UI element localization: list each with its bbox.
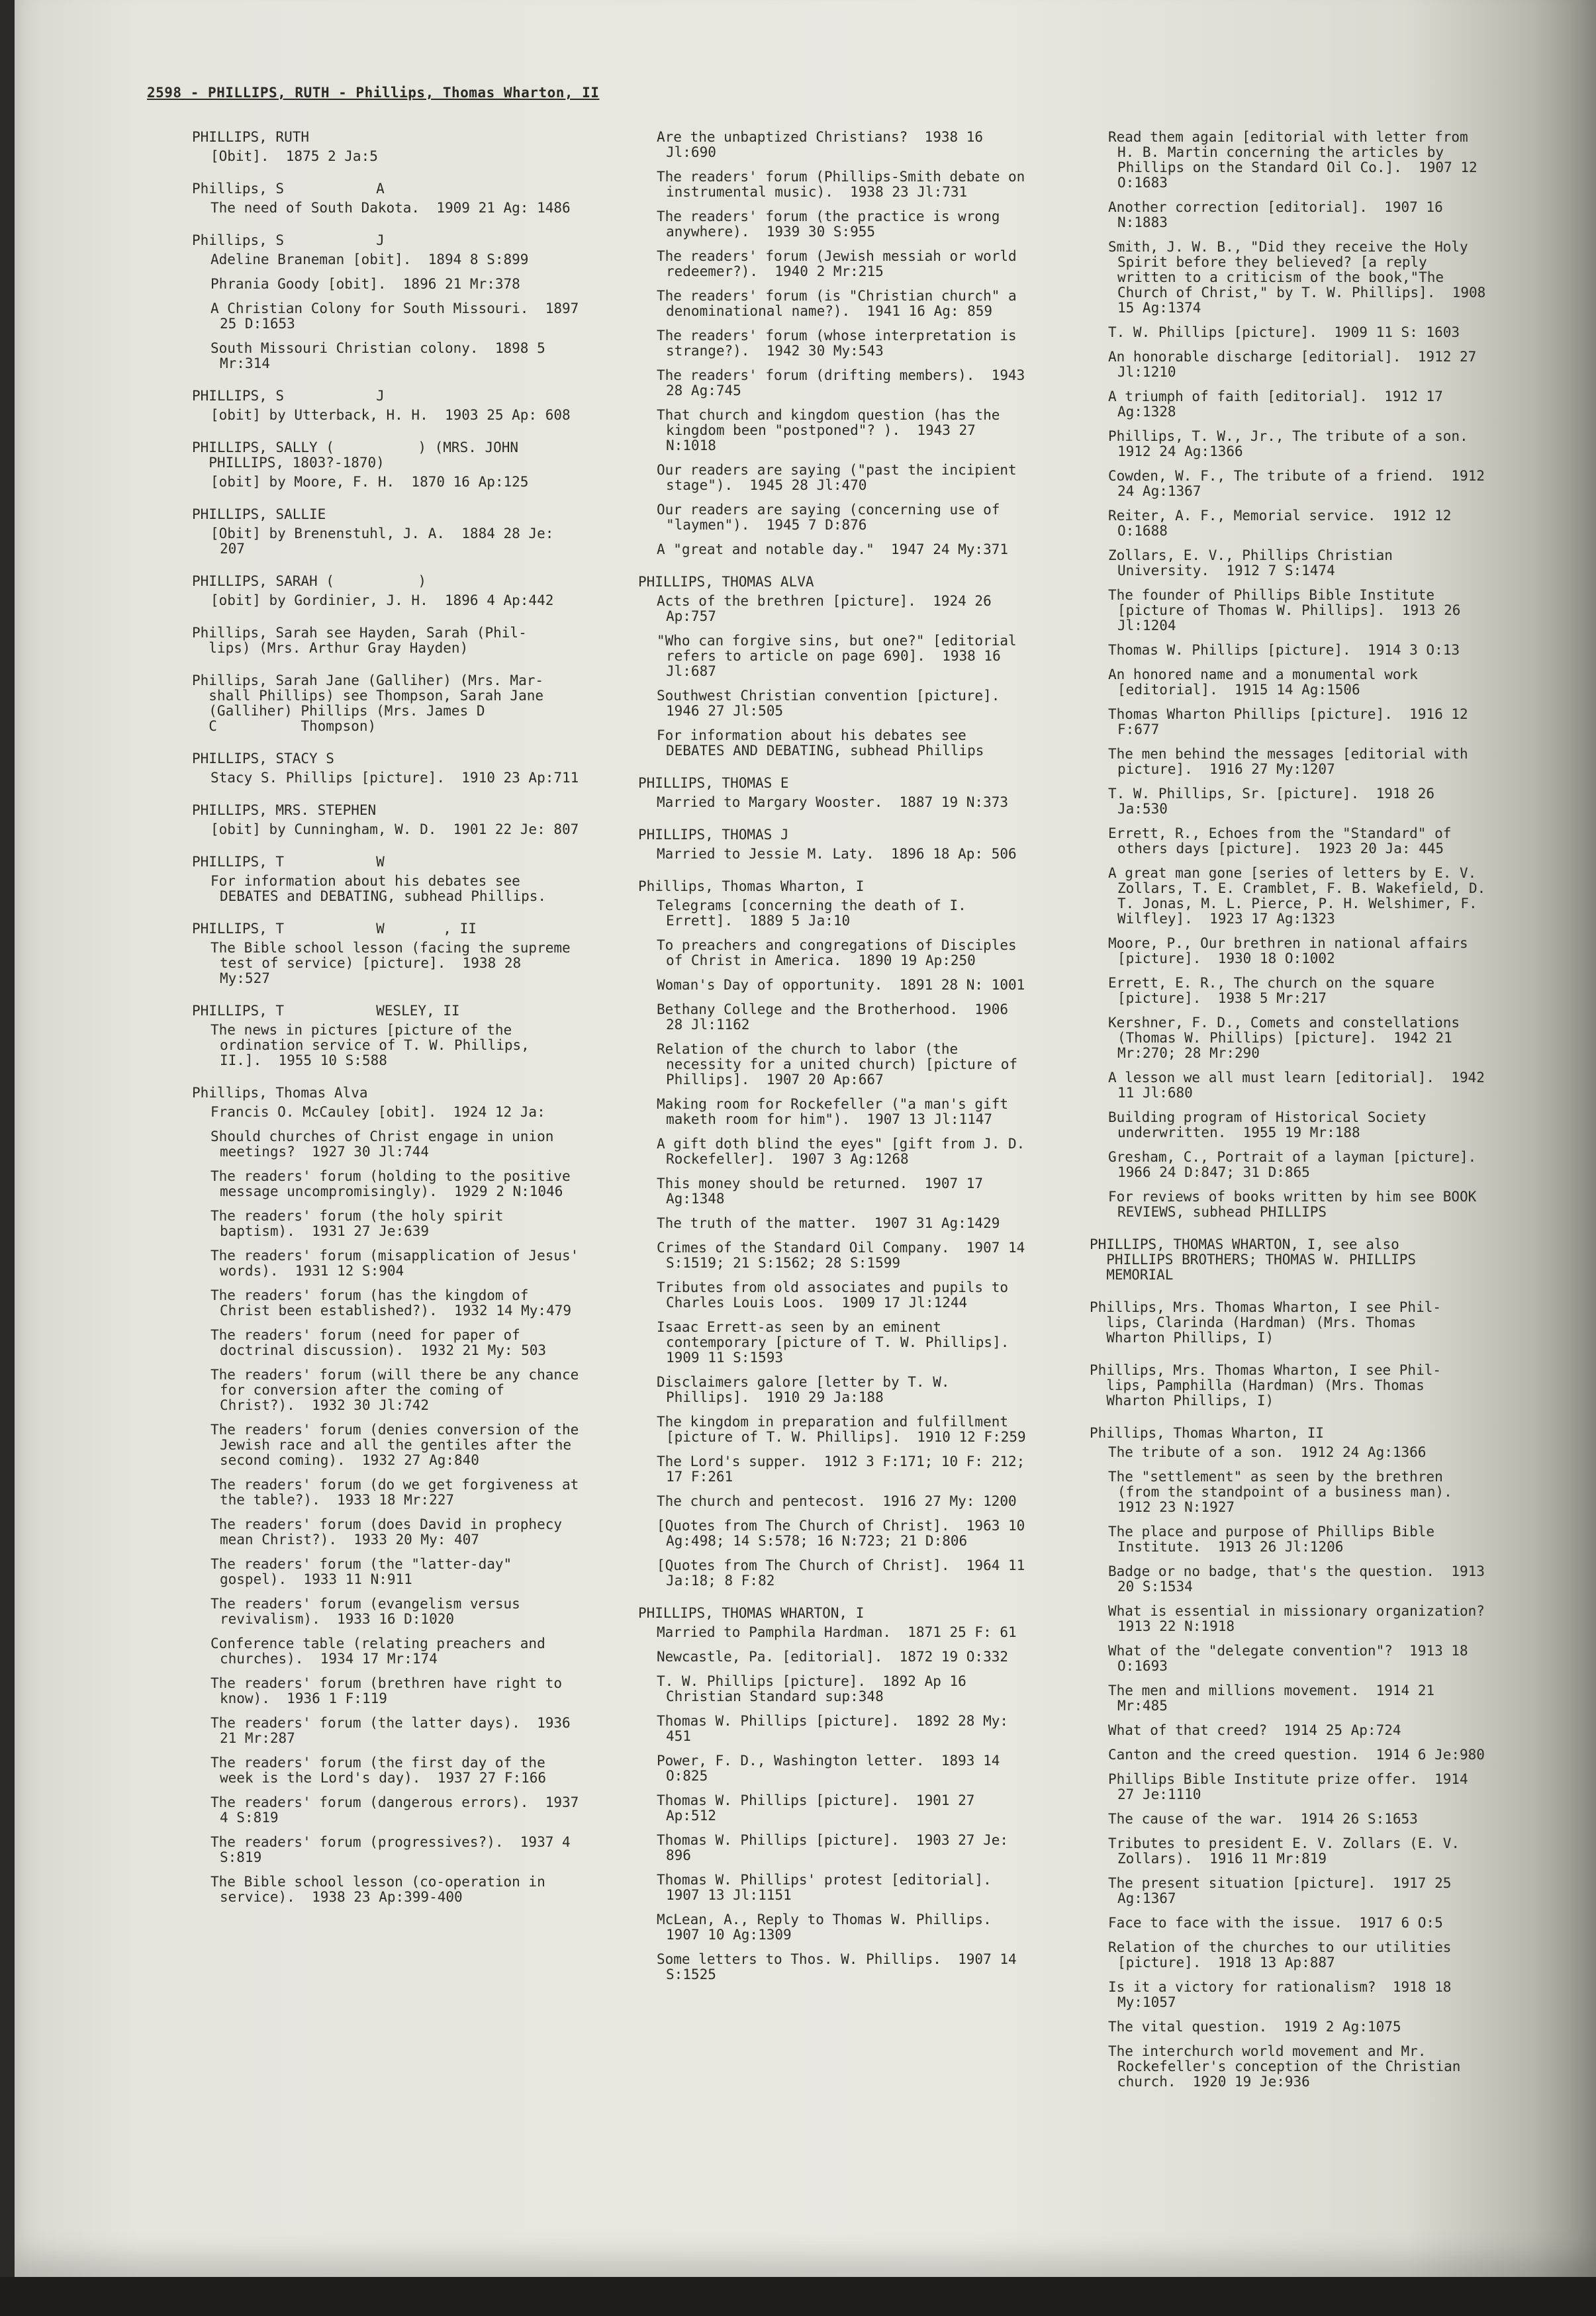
index-entry: The readers' forum (the first day of the week is the Lord's day). 1937 27 F:166	[211, 1755, 554, 1786]
index-heading: Phillips, Sarah see Hayden, Sarah (Phil- lips) (Mrs. Arthur Gray Hayden)	[192, 625, 527, 656]
index-entry: Read them again [editorial with letter from H. B. Martin concerning the articles by Phillips on the Standard Oil Co.]. 1907 12 O:1683	[1108, 129, 1486, 191]
index-entry: Adeline Braneman [obit]. 1894 8 S:899	[211, 252, 529, 267]
index-entry: Phillips Bible Institute prize offer. 1914 27 Je:1110	[1108, 1771, 1477, 1802]
index-entry: The present situation [picture]. 1917 25 Ag:1367	[1108, 1875, 1460, 1906]
index-entry: Married to Jessie M. Laty. 1896 18 Ap: 506	[657, 846, 1017, 862]
index-block	[192, 625, 579, 656]
index-entry: For reviews of books written by him see BOOK REVIEWS, subhead PHILLIPS	[1108, 1189, 1485, 1220]
index-block	[1090, 1425, 1502, 2090]
index-entry: Phrania Goody [obit]. 1896 21 Mr:378	[211, 276, 520, 292]
index-entry: The founder of Phillips Bible Institute [picture of Thomas W. Phillips]. 1913 26 Jl:1204	[1108, 587, 1470, 633]
index-entry: South Missouri Christian colony. 1898 5 Mr:314	[211, 340, 554, 371]
index-block	[192, 673, 579, 734]
index-entry: Crimes of the Standard Oil Company. 1907 14 S:1519; 21 S:1562; 28 S:1599	[657, 1240, 1033, 1271]
index-entry: The readers' forum (dangerous errors). 1937 4 S:819	[211, 1794, 587, 1826]
index-entry: A great man gone [series of letters by E. V. Zollars, T. E. Cramblet, F. B. Wakefield, D. T. Jonas, M. L. Pierce, P. H. Welshimer, F. Wilfley]. 1923 17 Ag:1323	[1108, 865, 1494, 927]
index-heading: PHILLIPS, T WESLEY, II	[192, 1003, 460, 1019]
index-entry: Making room for Rockefeller ("a man's gift maketh room for him"). 1907 13 Jl:1147	[657, 1096, 1017, 1127]
index-entry: Bethany College and the Brotherhood. 1906 28 Jl:1162	[657, 1001, 1017, 1033]
index-entry: What of the "delegate convention"? 1913 18 O:1693	[1108, 1643, 1477, 1674]
book-page	[15, 0, 1596, 2277]
index-heading: PHILLIPS, THOMAS ALVA	[638, 574, 814, 590]
index-entry: "Who can forgive sins, but one?" [editorial refers to article on page 690]. 1938 16 Jl:687	[657, 633, 1025, 679]
index-heading: Phillips, Mrs. Thomas Wharton, I see Phil- lips, Pamphilla (Hardman) (Mrs. Thomas Wharton Phillips, I)	[1090, 1362, 1442, 1409]
index-entry: That church and kingdom question (has the kingdom been "postponed"? ). 1943 27 N:1018	[657, 407, 1009, 453]
index-block	[1090, 129, 1494, 1220]
index-block	[192, 440, 579, 490]
index-entry: Southwest Christian convention [picture]. 1946 27 Jl:505	[657, 688, 1017, 719]
index-entry: [obit] by Utterback, H. H. 1903 25 Ap: 608	[211, 407, 571, 423]
index-entry: The men behind the messages [editorial with picture]. 1916 27 My:1207	[1108, 746, 1477, 777]
index-entry: Relation of the church to labor (the necessity for a united church) [picture of Phillips]. 1907 20 Ap:667	[657, 1041, 1026, 1088]
index-heading: Phillips, Thomas Wharton, I	[638, 878, 865, 894]
index-entry: Thomas W. Phillips' protest [editorial]. 1907 13 Jl:1151	[657, 1872, 1009, 1903]
index-block	[1090, 1237, 1487, 1283]
index-heading: PHILLIPS, SALLY ( ) (MRS. JOHN PHILLIPS, 1803?-1870)	[192, 440, 519, 471]
index-entry: Married to Pamphila Hardman. 1871 25 F: 61	[657, 1624, 1017, 1640]
index-heading: PHILLIPS, THOMAS WHARTON, I, see also PHILLIPS BROTHERS; THOMAS W. PHILLIPS MEMORIAL	[1090, 1236, 1417, 1283]
index-entry: This money should be returned. 1907 17 Ag:1348	[657, 1176, 992, 1207]
index-entry: Relation of the churches to our utilities [picture]. 1918 13 Ap:887	[1108, 1939, 1460, 1970]
index-block	[192, 130, 579, 164]
index-entry: Canton and the creed question. 1914 6 Je:980	[1108, 1747, 1485, 1763]
index-heading: PHILLIPS, T W	[192, 854, 385, 870]
index-entry: A lesson we all must learn [editorial]. 1942 11 Jl:680	[1108, 1070, 1493, 1101]
index-entry: An honorable discharge [editorial]. 1912 27 Jl:1210	[1108, 349, 1485, 380]
index-entry: The kingdom in preparation and fulfillment [picture of T. W. Phillips]. 1910 12 F:259	[657, 1414, 1026, 1445]
index-entry: The need of South Dakota. 1909 21 Ag: 1486	[211, 200, 571, 216]
index-entry: The church and pentecost. 1916 27 My: 1200	[657, 1493, 1017, 1509]
index-heading: Phillips, Sarah Jane (Galliher) (Mrs. Mar- shall Phillips) see Thompson, Sarah Jane (Galliher) Phillips (Mrs. James D C Thompson)	[192, 672, 544, 734]
index-entry: The readers' forum (whose interpretation is strange?). 1942 30 My:543	[657, 328, 1025, 359]
index-entry: Tributes from old associates and pupils to Charles Louis Loos. 1909 17 Jl:1244	[657, 1279, 1017, 1311]
index-entry: What is essential in missionary organization? 1913 22 N:1918	[1108, 1603, 1502, 1634]
index-entry: Newcastle, Pa. [editorial]. 1872 19 O:332	[657, 1649, 1009, 1665]
index-heading: PHILLIPS, SARAH ( )	[192, 573, 427, 589]
index-entry: Thomas W. Phillips [picture]. 1892 28 My: 451	[657, 1713, 1017, 1744]
index-entry: Is it a victory for rationalism? 1918 18 My:1057	[1108, 1979, 1460, 2010]
index-entry: A triumph of faith [editorial]. 1912 17 Ag:1328	[1108, 389, 1452, 420]
index-entry: Should churches of Christ engage in union meetings? 1927 30 Jl:744	[211, 1129, 563, 1160]
index-entry: The place and purpose of Phillips Bible Institute. 1913 26 Jl:1206	[1108, 1524, 1443, 1555]
index-entry: [Obit] by Brenenstuhl, J. A. 1884 28 Je: 207	[211, 526, 563, 557]
index-block	[192, 855, 579, 904]
index-heading: Phillips, S J	[192, 232, 385, 248]
index-entry: Errett, E. R., The church on the square [picture]. 1938 5 Mr:217	[1108, 975, 1443, 1006]
index-entry: Building program of Historical Society underwritten. 1955 19 Mr:188	[1108, 1109, 1435, 1140]
index-heading: PHILLIPS, MRS. STEPHEN	[192, 802, 377, 818]
index-entry: The readers' forum (the holy spirit baptism). 1931 27 Je:639	[211, 1208, 512, 1239]
index-entry: Thomas W. Phillips [picture]. 1914 3 O:13	[1108, 642, 1460, 658]
index-entry: The readers' forum (do we get forgiveness at the table?). 1933 18 Mr:227	[211, 1477, 587, 1508]
index-entry: Woman's Day of opportunity. 1891 28 N: 1001	[657, 977, 1025, 993]
index-entry: For information about his debates see DEBATES AND DEBATING, subhead Phillips	[657, 727, 984, 759]
index-entry: Disclaimers galore [letter by T. W. Phillips]. 1910 29 Ja:188	[657, 1374, 959, 1405]
index-block	[638, 878, 1033, 1589]
index-entry: A gift doth blind the eyes" [gift from J. D. Rockefeller]. 1907 3 Ag:1268	[657, 1136, 1033, 1167]
index-block	[192, 803, 579, 837]
index-entry: The men and millions movement. 1914 21 Mr:485	[1108, 1683, 1443, 1714]
index-entry: T. W. Phillips [picture]. 1909 11 S: 1603	[1108, 324, 1460, 340]
index-entry: The tribute of a son. 1912 24 Ag:1366	[1108, 1444, 1427, 1460]
scan-background-edge	[0, 2277, 1596, 2316]
index-entry: A "great and notable day." 1947 24 My:371	[657, 541, 1009, 557]
index-entry: [obit] by Gordinier, J. H. 1896 4 Ap:442	[211, 592, 554, 608]
index-entry: Power, F. D., Washington letter. 1893 14 O:825	[657, 1753, 1009, 1784]
index-entry: The Bible school lesson (facing the supreme test of service) [picture]. 1938 28 My:527	[211, 940, 579, 986]
index-entry: Stacy S. Phillips [picture]. 1910 23 Ap:711	[211, 770, 579, 786]
index-entry: Zollars, E. V., Phillips Christian University. 1912 7 S:1474	[1108, 547, 1401, 579]
index-entry: [Obit]. 1875 2 Ja:5	[211, 148, 378, 164]
index-heading: PHILLIPS, STACY S	[192, 751, 334, 766]
index-entry: Conference table (relating preachers and churches). 1934 17 Mr:174	[211, 1636, 554, 1667]
index-heading: PHILLIPS, THOMAS WHARTON, I	[638, 1605, 865, 1621]
index-entry: The cause of the war. 1914 26 S:1653	[1108, 1811, 1418, 1827]
index-block	[1090, 1300, 1487, 1346]
index-entry: Thomas Wharton Phillips [picture]. 1916 12 F:677	[1108, 706, 1477, 737]
index-entry: Badge or no badge, that's the question. 1913 20 S:1534	[1108, 1563, 1493, 1595]
index-entry: Acts of the brethren [picture]. 1924 26 Ap:757	[657, 593, 1000, 624]
index-heading: PHILLIPS, SALLIE	[192, 506, 326, 522]
index-entry: The Bible school lesson (co-operation in service). 1938 23 Ap:399-400	[211, 1874, 554, 1905]
running-header: 2598 - PHILLIPS, RUTH - Phillips, Thomas Wharton, II	[147, 85, 600, 101]
index-heading: Phillips, Thomas Alva	[192, 1085, 368, 1101]
index-entry: An honored name and a monumental work [editorial]. 1915 14 Ag:1506	[1108, 667, 1427, 698]
index-block	[192, 181, 579, 216]
index-block	[638, 827, 1027, 862]
index-block	[192, 507, 579, 557]
index-entry: Another correction [editorial]. 1907 16 N:1883	[1108, 199, 1452, 230]
index-entry: To preachers and congregations of Disciples of Christ in America. 1890 19 Ap:250	[657, 937, 1025, 968]
index-entry: Kershner, F. D., Comets and constellations (Thomas W. Phillips) [picture]. 1942 21 Mr:270; 28 Mr:290	[1108, 1015, 1468, 1061]
index-entry: T. W. Phillips [picture]. 1892 Ap 16 Christian Standard sup:348	[657, 1673, 975, 1704]
index-heading: Phillips, Thomas Wharton, II	[1090, 1425, 1325, 1441]
index-entry: Married to Margary Wooster. 1887 19 N:373	[657, 794, 1009, 810]
index-heading: Phillips, Mrs. Thomas Wharton, I see Phil- lips, Clarinda (Hardman) (Mrs. Thomas Wharton Phillips, I)	[1090, 1299, 1442, 1346]
index-entry: Some letters to Thos. W. Phillips. 1907 14 S:1525	[657, 1951, 1025, 1982]
index-heading: PHILLIPS, T W , II	[192, 921, 477, 937]
index-entry: The readers' forum (denies conversion of the Jewish race and all the gentiles after the second coming). 1932 27 Ag:840	[211, 1422, 587, 1468]
index-entry: The news in pictures [picture of the ordination service of T. W. Phillips, II.]. 1955 10 S:588	[211, 1022, 538, 1068]
index-entry: Telegrams [concerning the death of I. Errett]. 1889 5 Ja:10	[657, 898, 975, 929]
index-entry: Isaac Errett-as seen by an eminent contemporary [picture of T. W. Phillips]. 1909 11 S:1593	[657, 1319, 1026, 1366]
index-entry: McLean, A., Reply to Thomas W. Phillips. 1907 10 Ag:1309	[657, 1912, 1009, 1943]
index-entry: Our readers are saying (concerning use of "laymen"). 1945 7 D:876	[657, 502, 1009, 533]
index-heading: PHILLIPS, THOMAS E	[638, 775, 789, 791]
index-entry: The readers' forum (drifting members). 1943 28 Ag:745	[657, 367, 1033, 398]
index-entry: Face to face with the issue. 1917 6 O:5	[1108, 1915, 1443, 1931]
index-entry: A Christian Colony for South Missouri. 1897 25 D:1653	[211, 301, 587, 332]
index-entry: Our readers are saying ("past the incipient stage"). 1945 28 Jl:470	[657, 462, 1025, 493]
index-column-1	[192, 129, 587, 1922]
index-block	[192, 1085, 587, 1905]
index-entry: The readers' forum (is "Christian church" a denominational name?). 1941 16 Ag: 859	[657, 288, 1025, 319]
index-block	[638, 776, 1027, 810]
index-entry: The readers' forum (the practice is wrong anywhere). 1939 30 S:955	[657, 208, 1009, 240]
index-entry: Errett, R., Echoes from the "Standard" of others days [picture]. 1923 20 Ja: 445	[1108, 825, 1460, 857]
index-block	[192, 574, 579, 608]
index-entry: Francis O. McCauley [obit]. 1924 12 Ja:	[211, 1104, 545, 1120]
index-entry: The readers' forum (brethren have right to know). 1936 1 F:119	[211, 1675, 571, 1706]
index-entry: Tributes to president E. V. Zollars (E. V. Zollars). 1916 11 Mr:819	[1108, 1835, 1468, 1867]
index-entry: Thomas W. Phillips [picture]. 1903 27 Je: 896	[657, 1832, 1017, 1863]
index-entry: [obit] by Moore, F. H. 1870 16 Ap:125	[211, 474, 529, 490]
index-entry: [Quotes from The Church of Christ]. 1963 10 Ag:498; 14 S:578; 16 N:723; 21 D:806	[657, 1518, 1033, 1549]
index-entry: Moore, P., Our brethren in national affairs [picture]. 1930 18 O:1002	[1108, 935, 1477, 966]
index-entry: The readers' forum (has the kingdom of Christ been established?). 1932 14 My:479	[211, 1287, 572, 1319]
index-block	[638, 575, 1027, 759]
index-entry: Phillips, T. W., Jr., The tribute of a son. 1912 24 Ag:1366	[1108, 428, 1485, 459]
index-entry: The readers' forum (misapplication of Jesus' words). 1931 12 S:904	[211, 1248, 587, 1279]
index-entry: The interchurch world movement and Mr. Rockefeller's conception of the Christian church. 1920 19 Je:936	[1108, 2043, 1470, 2090]
index-block	[1090, 1363, 1487, 1409]
index-block	[192, 389, 579, 423]
index-entry: [obit] by Cunningham, W. D. 1901 22 Je: 807	[211, 821, 579, 837]
index-entry: The readers' forum (Phillips-Smith debate on instrumental music). 1938 23 Jl:731	[657, 169, 1033, 200]
index-entry: Cowden, W. F., The tribute of a friend. 1912 24 Ag:1367	[1108, 468, 1493, 499]
index-block	[638, 129, 1033, 557]
index-entry: The "settlement" as seen by the brethren (from the standpoint of a business man). 1912 23 N:1927	[1108, 1469, 1470, 1515]
index-entry: The readers' forum (Jewish messiah or world redeemer?). 1940 2 Mr:215	[657, 248, 1025, 279]
index-entry: Reiter, A. F., Memorial service. 1912 12 O:1688	[1108, 508, 1460, 539]
index-heading: PHILLIPS, S J	[192, 388, 385, 404]
index-entry: The truth of the matter. 1907 31 Ag:1429	[657, 1215, 1000, 1231]
index-column-3	[1090, 129, 1502, 2107]
index-entry: T. W. Phillips, Sr. [picture]. 1918 26 Ja:530	[1108, 786, 1443, 817]
index-entry: The readers' forum (will there be any chance for conversion after the coming of Christ?). 1932 30 Jl:742	[211, 1367, 587, 1413]
index-entry: Are the unbaptized Christians? 1938 16 Jl:690	[657, 129, 992, 160]
index-entry: The readers' forum (need for paper of doctrinal discussion). 1932 21 My: 503	[211, 1327, 547, 1358]
index-entry: Gresham, C., Portrait of a layman [picture]. 1966 24 D:847; 31 D:865	[1108, 1149, 1493, 1180]
index-block	[192, 921, 579, 986]
index-entry: The readers' forum (the "latter-day" gospel). 1933 11 N:911	[211, 1556, 520, 1587]
index-block	[192, 751, 579, 786]
index-heading: Phillips, S A	[192, 181, 385, 197]
index-entry: What of that creed? 1914 25 Ap:724	[1108, 1722, 1401, 1738]
index-entry: The readers' forum (does David in prophecy mean Christ?). 1933 20 My: 407	[211, 1516, 571, 1548]
index-entry: The Lord's supper. 1912 3 F:171; 10 F: 212; 17 F:261	[657, 1454, 1033, 1485]
index-entry: The vital question. 1919 2 Ag:1075	[1108, 2019, 1401, 2035]
index-entry: The readers' forum (evangelism versus revivalism). 1933 16 D:1020	[211, 1596, 529, 1627]
index-heading: PHILLIPS, RUTH	[192, 129, 310, 145]
index-block	[192, 1003, 579, 1068]
index-entry: The readers' forum (progressives?). 1937 4 S:819	[211, 1834, 579, 1865]
index-heading: PHILLIPS, THOMAS J	[638, 827, 789, 843]
index-column-2	[638, 129, 1033, 2000]
index-entry: For information about his debates see DEBATES and DEBATING, subhead Phillips.	[211, 873, 547, 904]
index-entry: The readers' forum (the latter days). 1936 21 Mr:287	[211, 1715, 579, 1746]
index-entry: [Quotes from The Church of Christ]. 1964 11 Ja:18; 8 F:82	[657, 1557, 1033, 1589]
index-entry: Thomas W. Phillips [picture]. 1901 27 Ap:512	[657, 1792, 984, 1824]
index-entry: The readers' forum (holding to the positive message uncompromisingly). 1929 2 N:1046	[211, 1168, 579, 1199]
index-entry: Smith, J. W. B., "Did they receive the Holy Spirit before they believed? [a reply written to a criticism of the book,"The Church of Christ," by T. W. Phillips]. 1908 15 Ag:1374	[1108, 239, 1494, 316]
index-block	[192, 232, 587, 371]
index-block	[638, 1606, 1027, 1982]
